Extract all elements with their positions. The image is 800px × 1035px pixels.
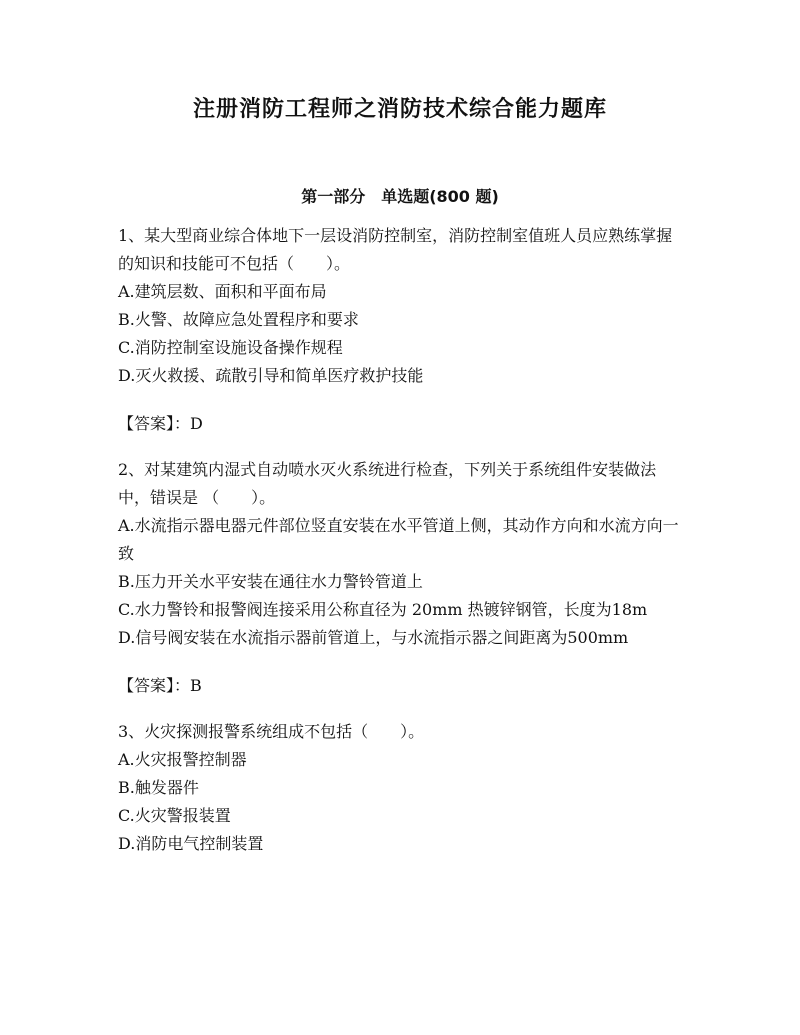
option-a: A.火灾报警控制器 [118, 750, 247, 769]
answer-value: D [190, 414, 203, 433]
answer-line [118, 410, 688, 438]
option-d: D.信号阀安装在水流指示器前管道上，与水流指示器之间距离为500mm [118, 628, 629, 647]
option-b: B.火警、故障应急处置程序和要求 [118, 310, 359, 329]
question-text: 2、对某建筑内湿式自动喷水灭火系统进行检查，下列关于系统组件安装做法中，错误是 （ ）。 [118, 460, 657, 507]
answer-line [118, 672, 688, 700]
option-c: C.火灾警报装置 [118, 806, 231, 825]
option-a: A.建筑层数、面积和平面布局 [118, 282, 327, 301]
option-b: B.触发器件 [118, 778, 199, 797]
section-title: 第一部分 单选题(800 题) [301, 187, 499, 206]
answer-label: 【答案】： [118, 676, 191, 695]
answer-value: B [190, 676, 202, 695]
question-text: 3、火灾探测报警系统组成不包括（ ）。 [118, 722, 425, 741]
option-d: D.消防电气控制装置 [118, 834, 264, 853]
question-3 [118, 718, 688, 858]
option-b: B.压力开关水平安装在通往水力警铃管道上 [118, 572, 423, 591]
question-list [118, 222, 688, 858]
question-1 [118, 222, 688, 438]
option-a: A.水流指示器电器元件部位竖直安装在水平管道上侧，其动作方向和水流方向一致 [118, 516, 679, 563]
question-2 [118, 456, 688, 700]
answer-label: 【答案】： [118, 414, 191, 433]
document-title: 注册消防工程师之消防技术综合能力题库 [192, 97, 607, 122]
question-text: 1、某大型商业综合体地下一层设消防控制室，消防控制室值班人员应熟练掌握的知识和技能可不包括（ ）。 [118, 226, 673, 273]
option-c: C.消防控制室设施设备操作规程 [118, 338, 343, 357]
option-d: D.灭火救援、疏散引导和简单医疗救护技能 [118, 366, 424, 385]
option-c: C.水力警铃和报警阀连接采用公称直径为 20mm 热镀锌钢管，长度为18m [118, 600, 648, 619]
